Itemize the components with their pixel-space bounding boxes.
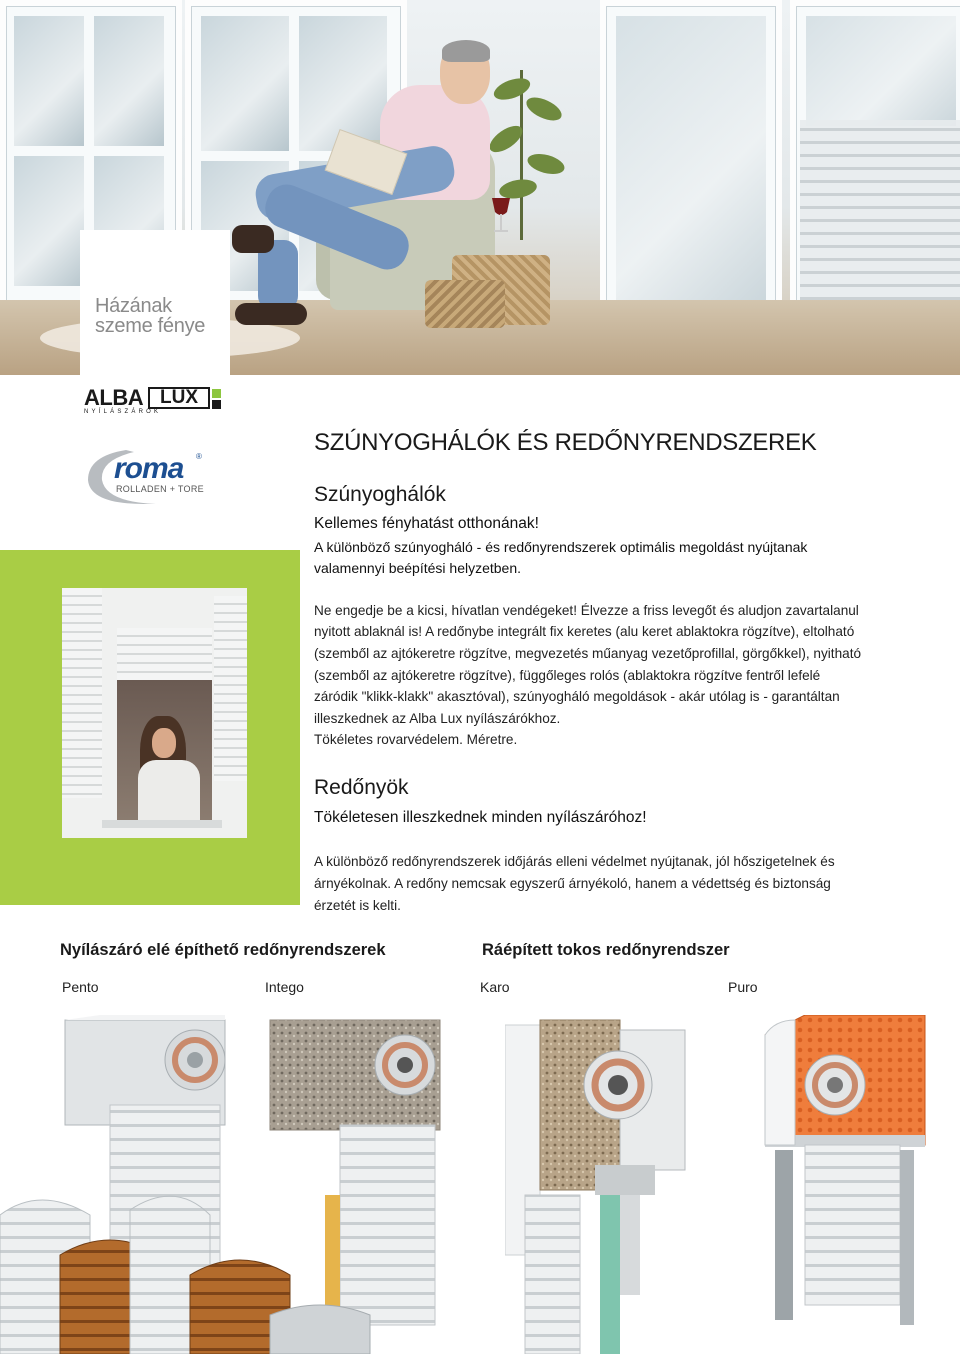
section2-body-line: árnyékolnak. A redőny nemcsak egyszerű árnyékoló, hanem a védettség és biztonság [314, 876, 831, 891]
tagline-line: Házának [95, 295, 172, 317]
section-heading-szunyoghalok: Szúnyoghálók [314, 483, 446, 506]
woman-body [138, 760, 200, 820]
product-label-puro: Puro [728, 979, 758, 995]
page-title: SZÚNYOGHÁLÓK ÉS REDŐNYRENDSZEREK [314, 429, 817, 456]
logo-lux-text: LUX [148, 387, 210, 409]
logo-roma-subtext: ROLLADEN + TORE [116, 484, 204, 494]
built-on-roller-shutter-illustration [505, 1015, 930, 1354]
section1-body-line: záródik "klikk-klakk" akasztóval), szúnyogháló megoldások - akár utólag is - garantáltan [314, 689, 840, 704]
logo-roma-registered: ® [196, 452, 202, 461]
hero-photo [0, 0, 960, 375]
lux-square-icon [212, 389, 221, 398]
tagline-line: szeme fénye [95, 315, 206, 337]
roller-blind [117, 628, 212, 680]
section1-body-line: illeszkednek az Alba Lux nyílászárókhoz. [314, 711, 561, 726]
roma-logo [86, 448, 236, 506]
window-right [600, 0, 782, 332]
logo-alba-text: ALBA [84, 385, 144, 410]
shoe [235, 303, 307, 325]
section1-body-line: (szemből az ajtókeretre rögzítve, megvezetés műanyag vezetőprofillal, görgőkkel), nyitható [314, 646, 862, 661]
window-sill [102, 820, 222, 828]
product-label-karo: Karo [480, 979, 510, 995]
shoe [232, 225, 274, 253]
product-label-pento: Pento [62, 979, 99, 995]
section1-body-line: (szemből az ajtókeretre rögzítve), függőleges rolós (ablaktokra rögzítve fentről lefelé [314, 668, 821, 683]
built-on-heading: Ráépített tokos redőnyrendszer [482, 941, 730, 959]
roller-blind [62, 588, 102, 798]
hero-tagline [95, 296, 205, 336]
section2-body-line: érzetét is kelti. [314, 898, 401, 913]
section2-body-line: A különböző redőnyrendszerek időjárás elleni védelmet nyújtanak, jól hőszigetelnek és [314, 854, 835, 869]
section1-body-line: Tökéletes rovarvédelem. Méretre. [314, 732, 518, 747]
plant [520, 70, 593, 240]
section1-subline: Kellemes fényhatást otthonának! [314, 515, 539, 532]
section1-body-line: Ne engedje be a kicsi, hívatlan vendégeket! Élvezze a friss levegőt és aludjon zavartalanul [314, 603, 859, 618]
cork-stool [425, 280, 505, 328]
man-hair [442, 40, 490, 62]
section2-subheading: Tökéletesen illeszkednek minden nyílászáróhoz! [314, 809, 647, 826]
product-label-intego: Intego [265, 979, 304, 995]
section-heading-redonyok: Redőnyök [314, 776, 409, 799]
front-mounted-roller-shutter-illustration [0, 1015, 470, 1354]
window-blinds-photo [62, 588, 247, 838]
front-mounted-heading: Nyílászáró elé építhető redőnyrendszerek [60, 941, 386, 959]
lux-square-icon [212, 400, 221, 409]
section1-body-line: nyitott ablaknál is! A redőnybe integrált fix keretes (alu keret ablaktokra rögzítve), eltolható [314, 624, 855, 639]
wine-glass-icon [488, 196, 514, 236]
logo-alba-subtext: NYÍLÁSZÁRÓK [84, 409, 162, 415]
alba-lux-logo [84, 387, 229, 415]
woman-face [152, 728, 176, 758]
section1-subline: valamennyi beépítési helyzetben. [314, 560, 522, 576]
roller-blind [214, 596, 247, 781]
logo-roma-text: roma [114, 452, 184, 485]
section1-subline: A különböző szúnyogháló - és redőnyrendszerek optimális megoldást nyújtanak [314, 539, 808, 555]
